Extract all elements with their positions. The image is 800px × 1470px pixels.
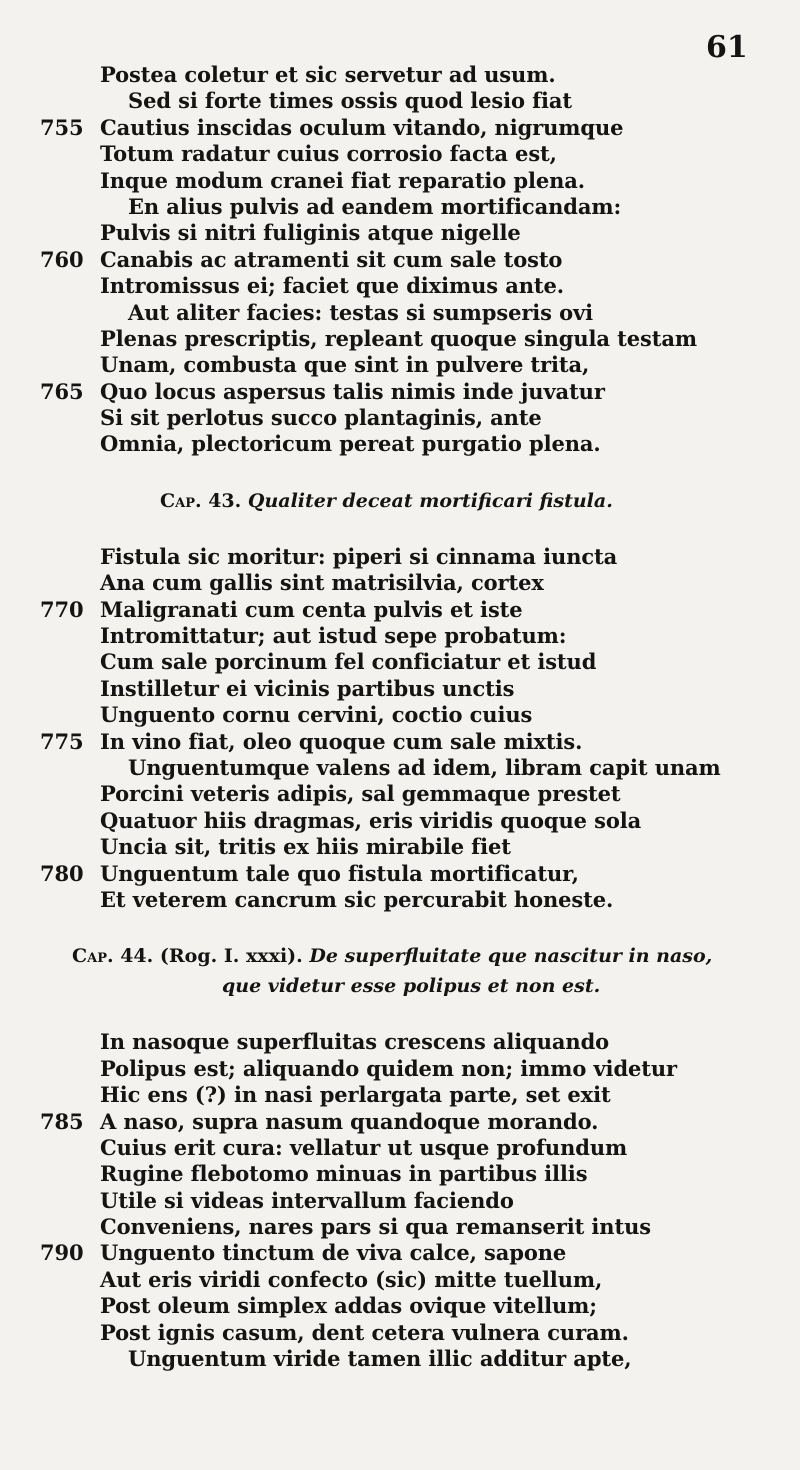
- verse-line: [0, 1240, 800, 1266]
- line-number: 770: [40, 596, 84, 622]
- verse-line: [0, 379, 800, 405]
- verse-line: [0, 781, 800, 807]
- verse-text: Sed si forte times ossis quod lesio fiat: [128, 88, 572, 114]
- verse-text: Uncia sit, tritis ex hiis mirabile fiet: [100, 834, 511, 860]
- verse-line: [0, 887, 800, 913]
- verse-line: [0, 88, 800, 114]
- verse-text: Unguentum tale quo fistula mortificatur,: [100, 860, 579, 886]
- verse-text: Intromissus ei; faciet que diximus ante.: [100, 273, 564, 299]
- verse-text: Cum sale porcinum fel conficiatur et istud: [100, 649, 597, 675]
- verse-text: Quatuor hiis dragmas, eris viridis quoque sola: [100, 807, 642, 833]
- verse-line: [0, 1320, 800, 1346]
- verse-text: Porcini veteris adipis, sal gemmaque prestet: [100, 781, 621, 807]
- verse-line: [0, 300, 800, 326]
- verse-line: [0, 570, 800, 596]
- section-gap: [0, 913, 800, 941]
- verse-line: [0, 1267, 800, 1293]
- line-number: 755: [40, 114, 84, 140]
- verse-line: [0, 1056, 800, 1082]
- verse-text: Cautius inscidas oculum vitando, nigrumque: [100, 114, 624, 140]
- page-number: 61: [706, 30, 748, 65]
- section-gap: [0, 1001, 800, 1029]
- verse-line: [0, 676, 800, 702]
- verse-line: [0, 1135, 800, 1161]
- verse-text: Postea coletur et sic servetur ad usum.: [100, 62, 556, 87]
- verse-line: [0, 273, 800, 299]
- verse-text: In nasoque superfluitas crescens aliquando: [100, 1029, 610, 1055]
- verse-line: [0, 861, 800, 887]
- verse-line: [0, 115, 800, 141]
- verse-line: [0, 623, 800, 649]
- verse-line: [0, 352, 800, 378]
- verse-line: [0, 1161, 800, 1187]
- chapter-reference: (Rog. I. xxxi).: [153, 945, 310, 968]
- verse-text: Aut aliter facies: testas si sumpseris ovi: [128, 299, 593, 325]
- verse-line: [0, 649, 800, 675]
- chapter-heading-text: [72, 941, 712, 971]
- verse-text: Canabis ac atramenti sit cum sale tosto: [100, 246, 563, 272]
- verse-text: Et veterem cancrum sic percurabit honeste.: [100, 886, 614, 912]
- verse-text: Unguentumque valens ad idem, libram capit unam: [128, 754, 721, 780]
- verse-text: Unam, combusta que sint in pulvere trita,: [100, 352, 590, 378]
- verse-text: Unguento tinctum de viva calce, sapone: [100, 1240, 567, 1266]
- verse-line: [0, 431, 800, 457]
- line-number: 790: [40, 1240, 84, 1266]
- verse-text: A naso, supra nasum quandoque morando.: [100, 1108, 599, 1134]
- verse-line: [0, 1109, 800, 1135]
- chapter-heading: [0, 941, 800, 971]
- verse-text: Utile si videas intervallum faciendo: [100, 1187, 514, 1213]
- verse-text: In vino fiat, oleo quoque cum sale mixtis.: [100, 728, 583, 754]
- verse-line: [0, 1293, 800, 1319]
- verse-text: En alius pulvis ad eandem mortificandam:: [128, 193, 622, 219]
- verse-line: [0, 1346, 800, 1372]
- verse-text: Unguento cornu cervini, coctio cuius: [100, 702, 533, 728]
- verse-line: [0, 808, 800, 834]
- section-gap: [0, 458, 800, 486]
- verse-line: [0, 1214, 800, 1240]
- chapter-number: Cap. 43.: [160, 489, 242, 512]
- verse-text: Plenas prescriptis, repleant quoque singula testam: [100, 325, 697, 351]
- verse-text: Inque modum cranei fiat reparatio plena.: [100, 167, 586, 193]
- verse-text: Quo locus aspersus talis nimis inde juvatur: [100, 378, 605, 404]
- line-number: 780: [40, 860, 84, 886]
- chapter-heading: [0, 486, 800, 516]
- verse-line: [0, 141, 800, 167]
- verse-text: Si sit perlotus succo plantaginis, ante: [100, 405, 542, 431]
- verse-text: Fistula sic moritur: piperi si cinnama iuncta: [100, 543, 618, 569]
- verse-text: Pulvis si nitri fuliginis atque nigelle: [100, 220, 521, 246]
- verse-line: [0, 326, 800, 352]
- line-number: 785: [40, 1108, 84, 1134]
- line-number: 765: [40, 378, 84, 404]
- verse-line: [0, 834, 800, 860]
- chapter-title: Qualiter deceat mortificari fistula.: [247, 489, 613, 512]
- verse-text: Intromittatur; aut istud sepe probatum:: [100, 623, 567, 649]
- chapter-title: que videtur esse polipus et non est.: [222, 975, 601, 998]
- verse-line: [0, 62, 800, 88]
- text-body: [0, 62, 800, 1372]
- verse-line: [0, 220, 800, 246]
- verse-line: [0, 702, 800, 728]
- verse-line: [0, 544, 800, 570]
- chapter-heading-text: [160, 486, 613, 516]
- section-gap: [0, 516, 800, 544]
- chapter-title: De superfluitate que nascitur in naso,: [309, 945, 713, 968]
- chapter-heading-text: [222, 971, 600, 1001]
- verse-text: Cuius erit cura: vellatur ut usque profundum: [100, 1134, 628, 1160]
- verse-line: [0, 194, 800, 220]
- verse-text: Maligranati cum centa pulvis et iste: [100, 596, 523, 622]
- verse-line: [0, 755, 800, 781]
- verse-text: Ana cum gallis sint matrisilvia, cortex: [100, 570, 544, 596]
- verse-text: Post ignis casum, dent cetera vulnera curam.: [100, 1319, 629, 1345]
- verse-line: [0, 1082, 800, 1108]
- verse-text: Totum radatur cuius corrosio facta est,: [100, 141, 557, 167]
- verse-text: Unguentum viride tamen illic additur apte,: [128, 1346, 632, 1372]
- verse-line: [0, 405, 800, 431]
- verse-text: Aut eris viridi confecto (sic) mitte tuellum,: [100, 1266, 603, 1292]
- verse-text: Rugine flebotomo minuas in partibus illis: [100, 1161, 588, 1187]
- line-number: 775: [40, 728, 84, 754]
- verse-text: Conveniens, nares pars si qua remanserit intus: [100, 1214, 651, 1240]
- line-number: 760: [40, 246, 84, 272]
- verse-text: Omnia, plectoricum pereat purgatio plena.: [100, 431, 601, 457]
- verse-line: [0, 1188, 800, 1214]
- verse-line: [0, 168, 800, 194]
- verse-text: Hic ens (?) in nasi perlargata parte, set exit: [100, 1082, 611, 1108]
- verse-text: Post oleum simplex addas ovique vitellum;: [100, 1293, 597, 1319]
- chapter-number: Cap. 44.: [72, 945, 154, 968]
- verse-line: [0, 597, 800, 623]
- verse-text: Instilletur ei vicinis partibus unctis: [100, 675, 515, 701]
- chapter-heading: [0, 971, 800, 1001]
- verse-line: [0, 1029, 800, 1055]
- verse-text: Polipus est; aliquando quidem non; immo videtur: [100, 1055, 678, 1081]
- verse-line: [0, 247, 800, 273]
- verse-line: [0, 729, 800, 755]
